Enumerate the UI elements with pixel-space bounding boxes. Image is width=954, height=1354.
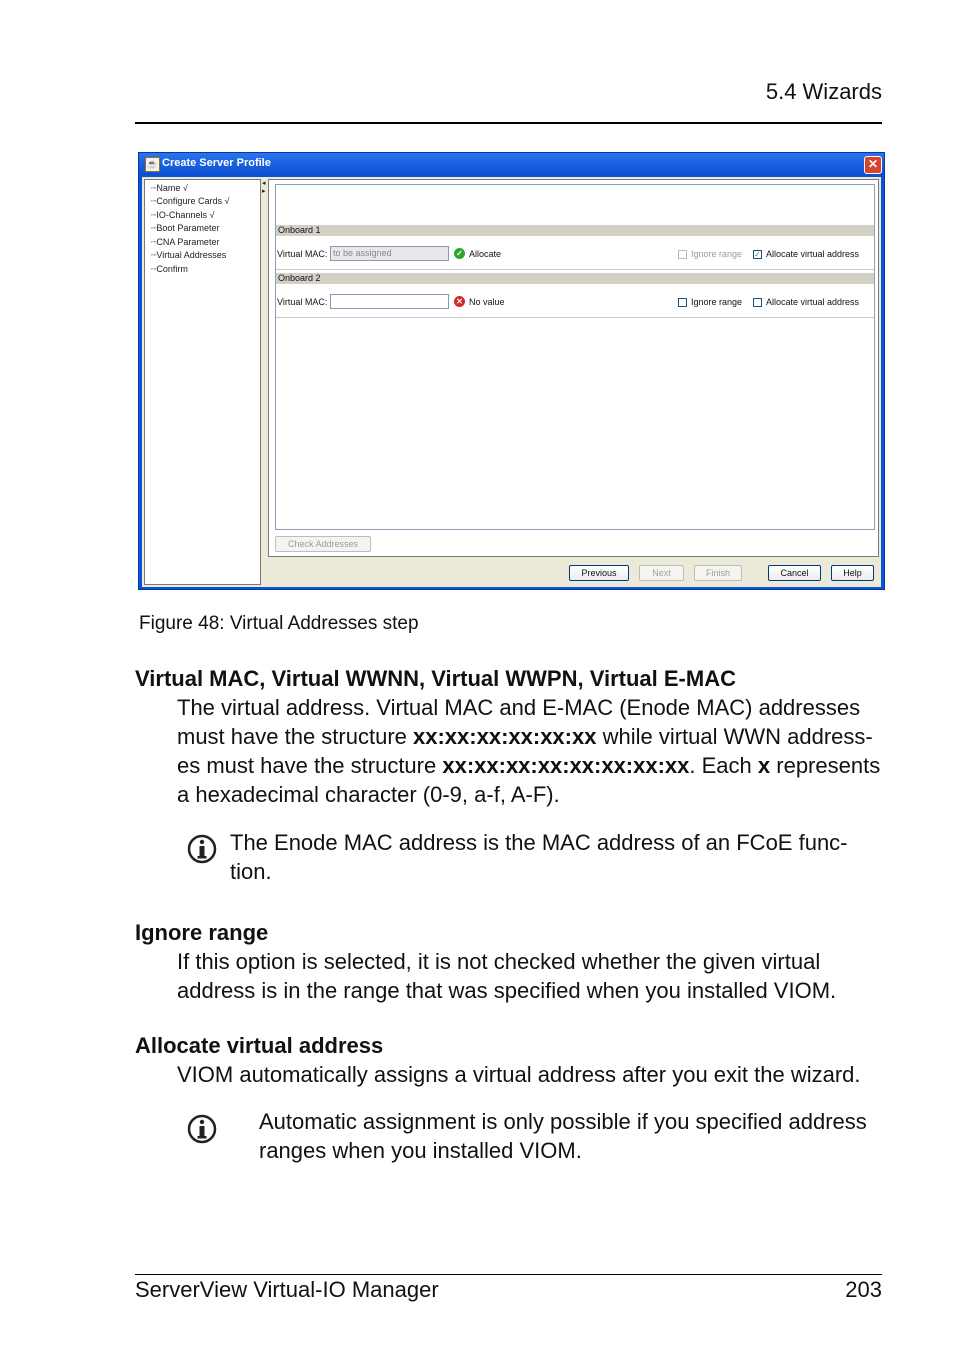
onboard-1-header: Onboard 1 [276,225,874,236]
next-button[interactable]: Next [639,565,684,581]
window-client-area [142,177,881,587]
ignore-range-description: If this option is selected, it is not checked whether the given virtual address is in the range that was specified when you installed VIOM. [177,949,837,1003]
onboard-2-ignore-range-checkbox[interactable] [678,298,687,307]
enode-note: The Enode MAC address is the MAC address of an FCoE func- tion. [230,830,848,884]
title-bar[interactable] [139,153,884,175]
cancel-button[interactable]: Cancel [768,565,821,581]
error-icon: ✕ [454,296,465,307]
onboard-1-allocate-label: Allocate virtual address [766,249,860,259]
close-icon: ✕ [867,157,879,171]
onboard-2-ignore-range-label: Ignore range [691,297,743,307]
figure-caption: Figure 48: Virtual Addresses step [139,613,419,634]
window-title: Create Server Profile [162,157,271,169]
term-ignore-range: Ignore range [135,920,269,945]
onboard-2-allocate-checkbox[interactable] [753,298,762,307]
finish-button[interactable]: Finish [694,565,742,581]
onboard-2-status: No value [469,297,505,307]
tree-item-cna-parameter[interactable]: ┈CNA Parameter [151,237,220,247]
previous-button[interactable]: Previous [569,565,629,581]
allocate-description: VIOM automatically assigns a virtual address after you exit the wizard. [177,1062,861,1087]
header-rule [135,122,882,124]
check-icon: ✓ [454,248,465,259]
virtual-mac-label: Virtual MAC: [277,297,328,307]
info-icon [187,834,217,864]
addresses-table [275,184,875,530]
tree-item-virtual-addresses[interactable]: ┈Virtual Addresses [151,250,227,260]
tree-item-io-channels[interactable]: ┈IO-Channels √ [151,210,215,220]
onboard-1-status: Allocate [469,249,502,259]
row-divider [276,317,874,318]
splitter-arrow-icon[interactable]: ◂ ▸ [262,180,266,195]
onboard-2-header: Onboard 2 [276,273,874,284]
virtual-description: The virtual address. Virtual MAC and E-MAC (Enode MAC) addresses must have the structure xx:xx:xx:xx:xx:xx while virtual WWN address- es must have the structure xx:xx:xx:xx:xx:xx:xx:xx. Each x represents a hexadecimal character (0-9, a-f, A-F). [177,695,881,807]
panel-splitter[interactable] [262,179,266,585]
term-virtual-addresses: Virtual MAC, Virtual WWNN, Virtual WWPN, Virtual E-MAC [135,666,736,691]
tree-item-confirm[interactable]: ┈Confirm [151,264,188,274]
onboard-1-ignore-range-label: Ignore range [691,249,743,259]
virtual-mac-label: Virtual MAC: [277,249,328,259]
tree-item-configure-cards[interactable]: ┈Configure Cards √ [151,196,230,206]
row-divider [276,269,874,270]
virtual-addresses-panel [268,179,879,557]
page-number: 203 [845,1277,882,1302]
onboard-2-mac-field[interactable] [330,294,449,309]
tree-item-name[interactable]: ┈Name √ [151,183,188,193]
term-allocate-virtual-address: Allocate virtual address [135,1033,384,1058]
check-addresses-button[interactable]: Check Addresses [275,536,371,552]
onboard-1-ignore-range-checkbox[interactable] [678,250,687,259]
info-icon [187,1114,217,1144]
section-header: 5.4 Wizards [765,79,882,104]
help-button[interactable]: Help [831,565,874,581]
close-button[interactable] [864,156,882,174]
footer-rule [135,1274,882,1275]
wizard-steps-tree [144,179,261,585]
onboard-1-mac-field[interactable]: to be assigned [330,246,449,261]
tree-item-boot-parameter[interactable]: ┈Boot Parameter [151,223,220,233]
automatic-assignment-note: Automatic assignment is only possible if you specified address ranges when you installed VIOM. [259,1109,867,1163]
footer-title: ServerView Virtual-IO Manager [135,1277,439,1302]
create-server-profile-window [138,152,885,590]
onboard-1-allocate-checkbox[interactable]: ✓ [754,250,761,259]
onboard-2-allocate-label: Allocate virtual address [766,297,860,307]
java-app-icon: ☕ [145,157,160,172]
